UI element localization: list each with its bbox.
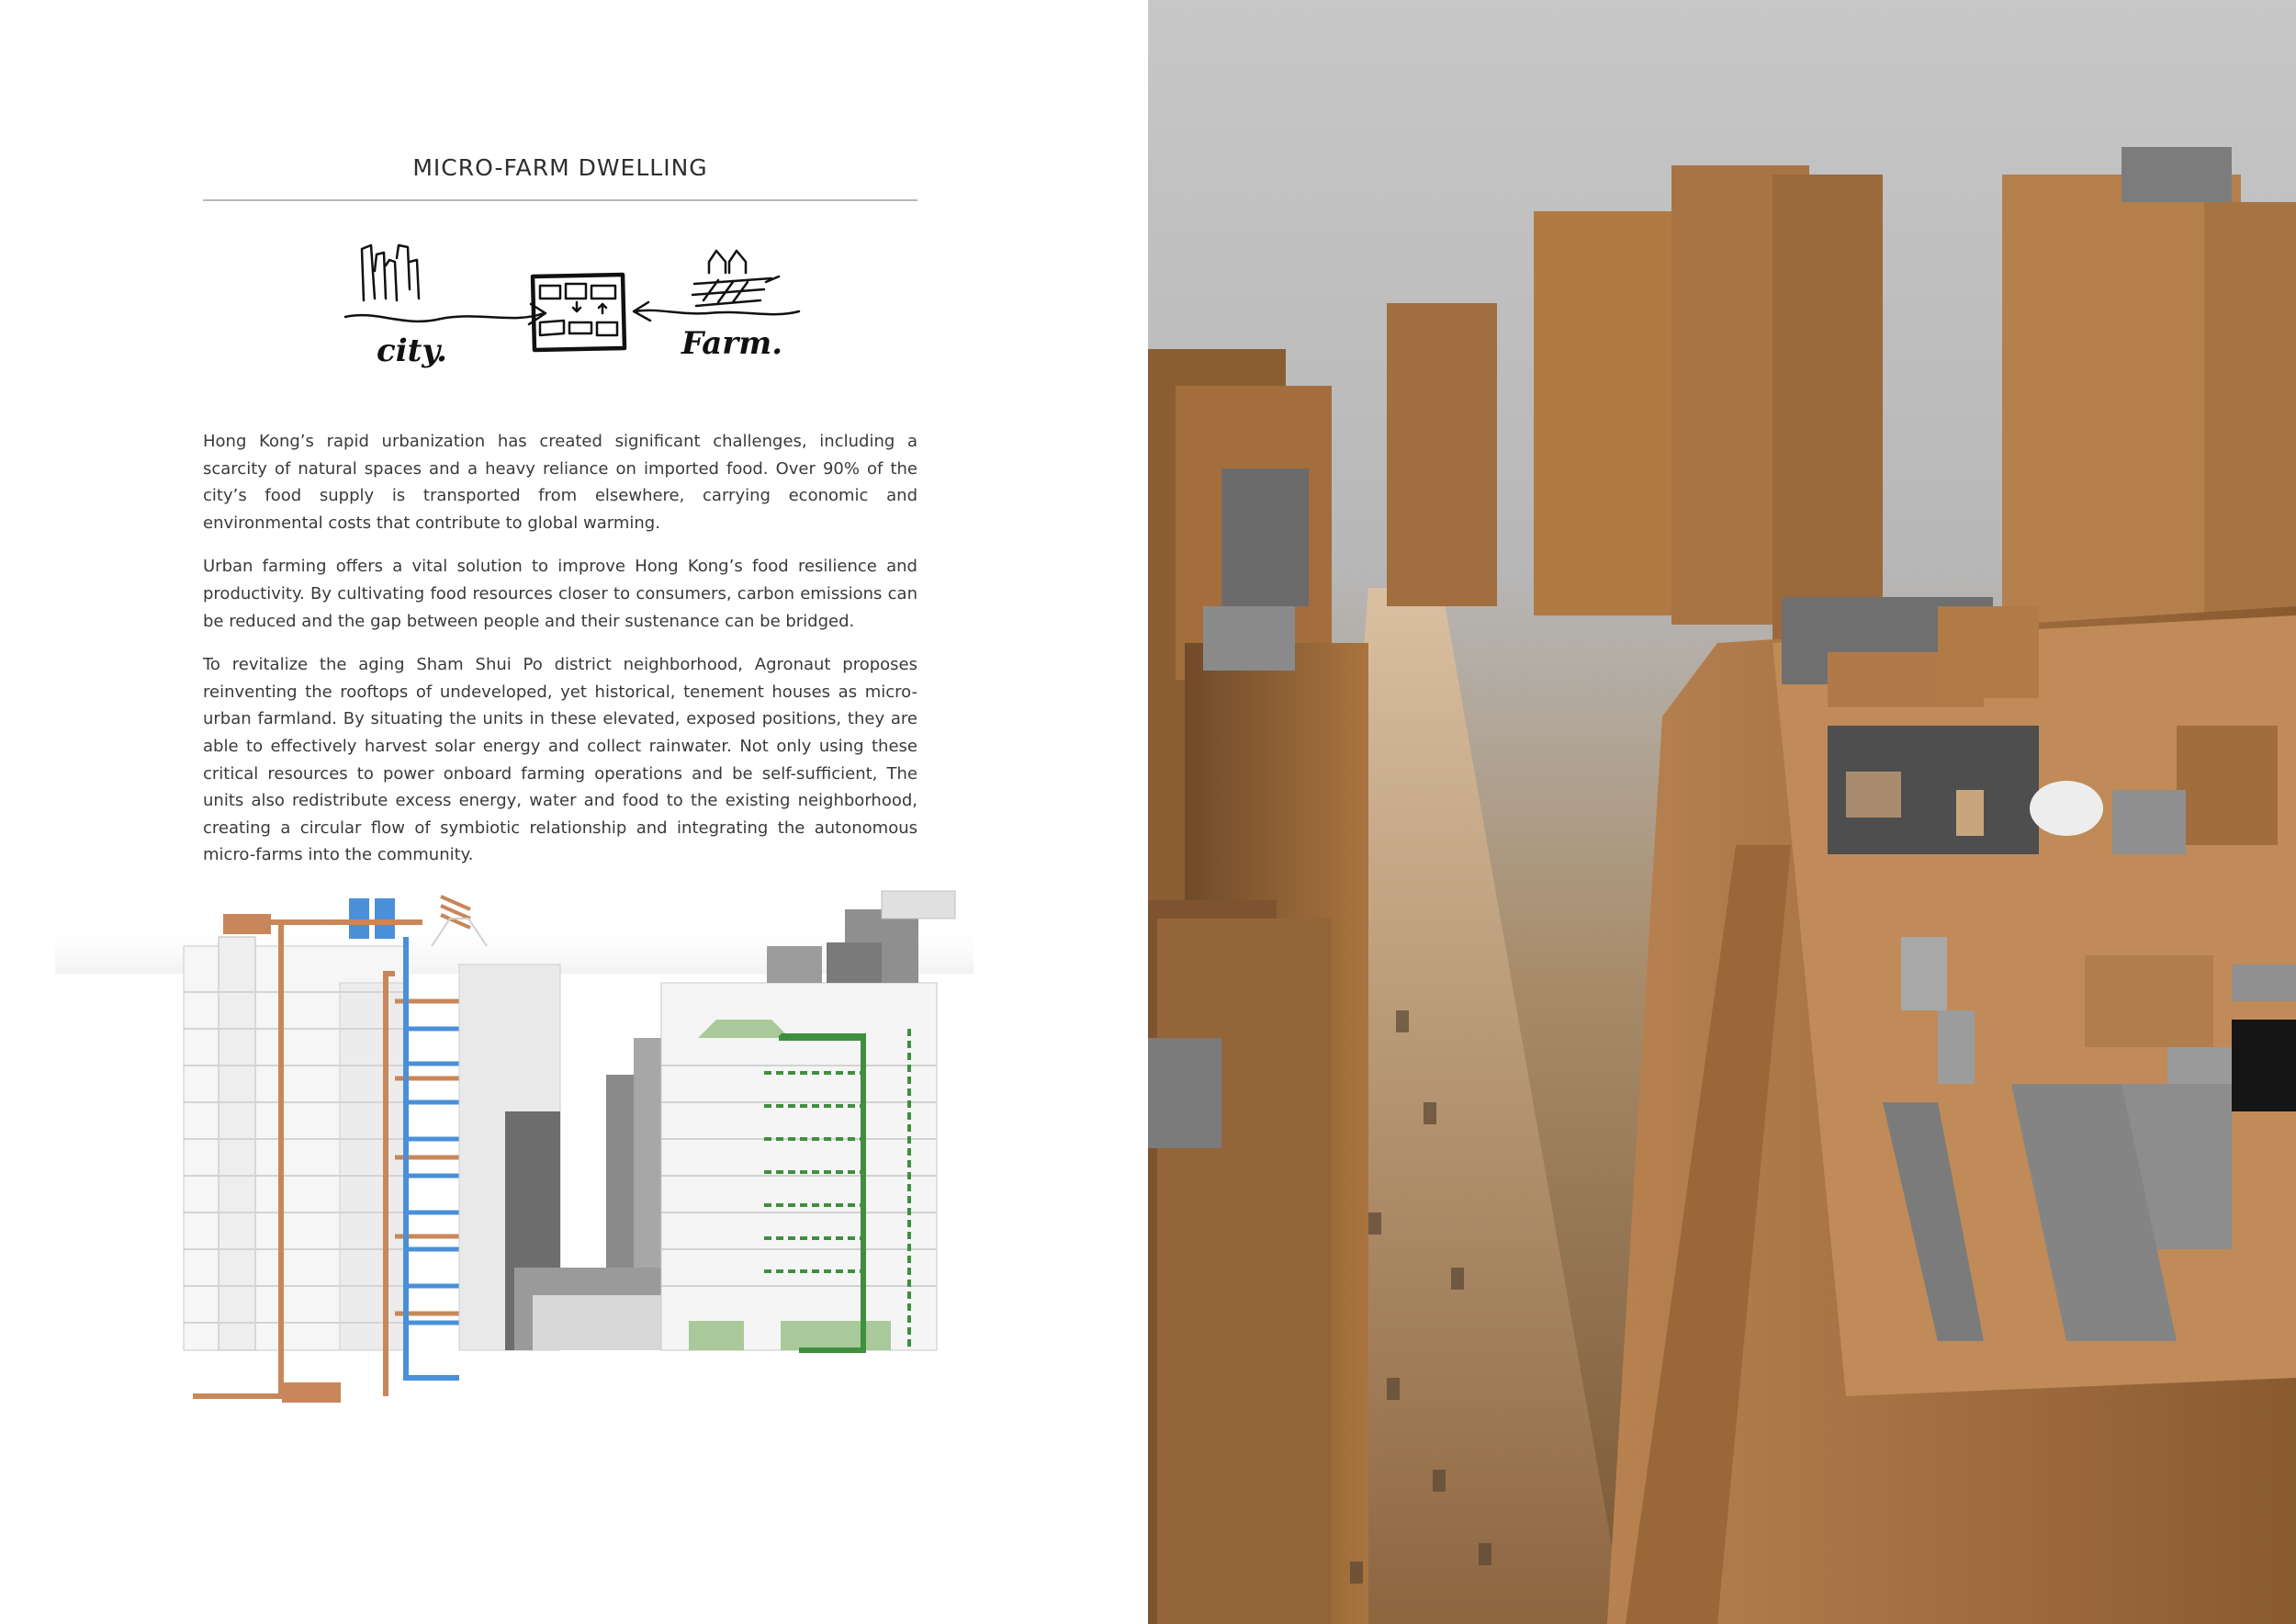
page-title: MICRO-FARM DWELLING (412, 154, 708, 181)
model-photograph (1148, 0, 2296, 1624)
building-section-drawing (55, 882, 974, 1415)
title-divider (203, 199, 917, 201)
right-building-block (1607, 597, 2296, 1624)
city-skyline-icon (362, 245, 419, 300)
farm-houses-icon (709, 251, 746, 273)
city-label: city. (377, 333, 448, 369)
farm-label: Farm. (681, 325, 783, 362)
concept-sketch (340, 234, 808, 381)
right-page (1148, 0, 2296, 1624)
water-tank-icon (375, 898, 395, 939)
paragraph-2: Urban farming offers a vital solution to improve Hong Kong’s food resilience and productivity. By cultivating food resources closer to consumers, carbon emissions can be reduced and the gap between people and their sustenance can be bridged. (203, 557, 917, 631)
body-text (203, 428, 917, 885)
water-tank-icon (349, 898, 369, 939)
paragraph-3: To revitalize the aging Sham Shui Po district neighborhood, Agronaut proposes reinventing the rooftops of undeveloped, yet historical, tenement houses as micro-urban farmland. By situating the units in these elevated, exposed positions, they are able to effectively harvest solar energy and collect rainwater. Not only using these critical resources to power onboard farming operations and be self-sufficient, The units also redistribute excess energy, water and food to the existing neighborhood, creating a circular flow of symbiotic relationship and integrating the autonomous micro-farms into the community. (203, 655, 917, 865)
paragraph-1: Hong Kong’s rapid urbanization has created significant challenges, including a scarcity of natural spaces and a heavy reliance on imported food. Over 90% of the city’s food supply is transported from elsewhere, carrying economic and environmental costs that contribute to global warming. (203, 432, 917, 533)
